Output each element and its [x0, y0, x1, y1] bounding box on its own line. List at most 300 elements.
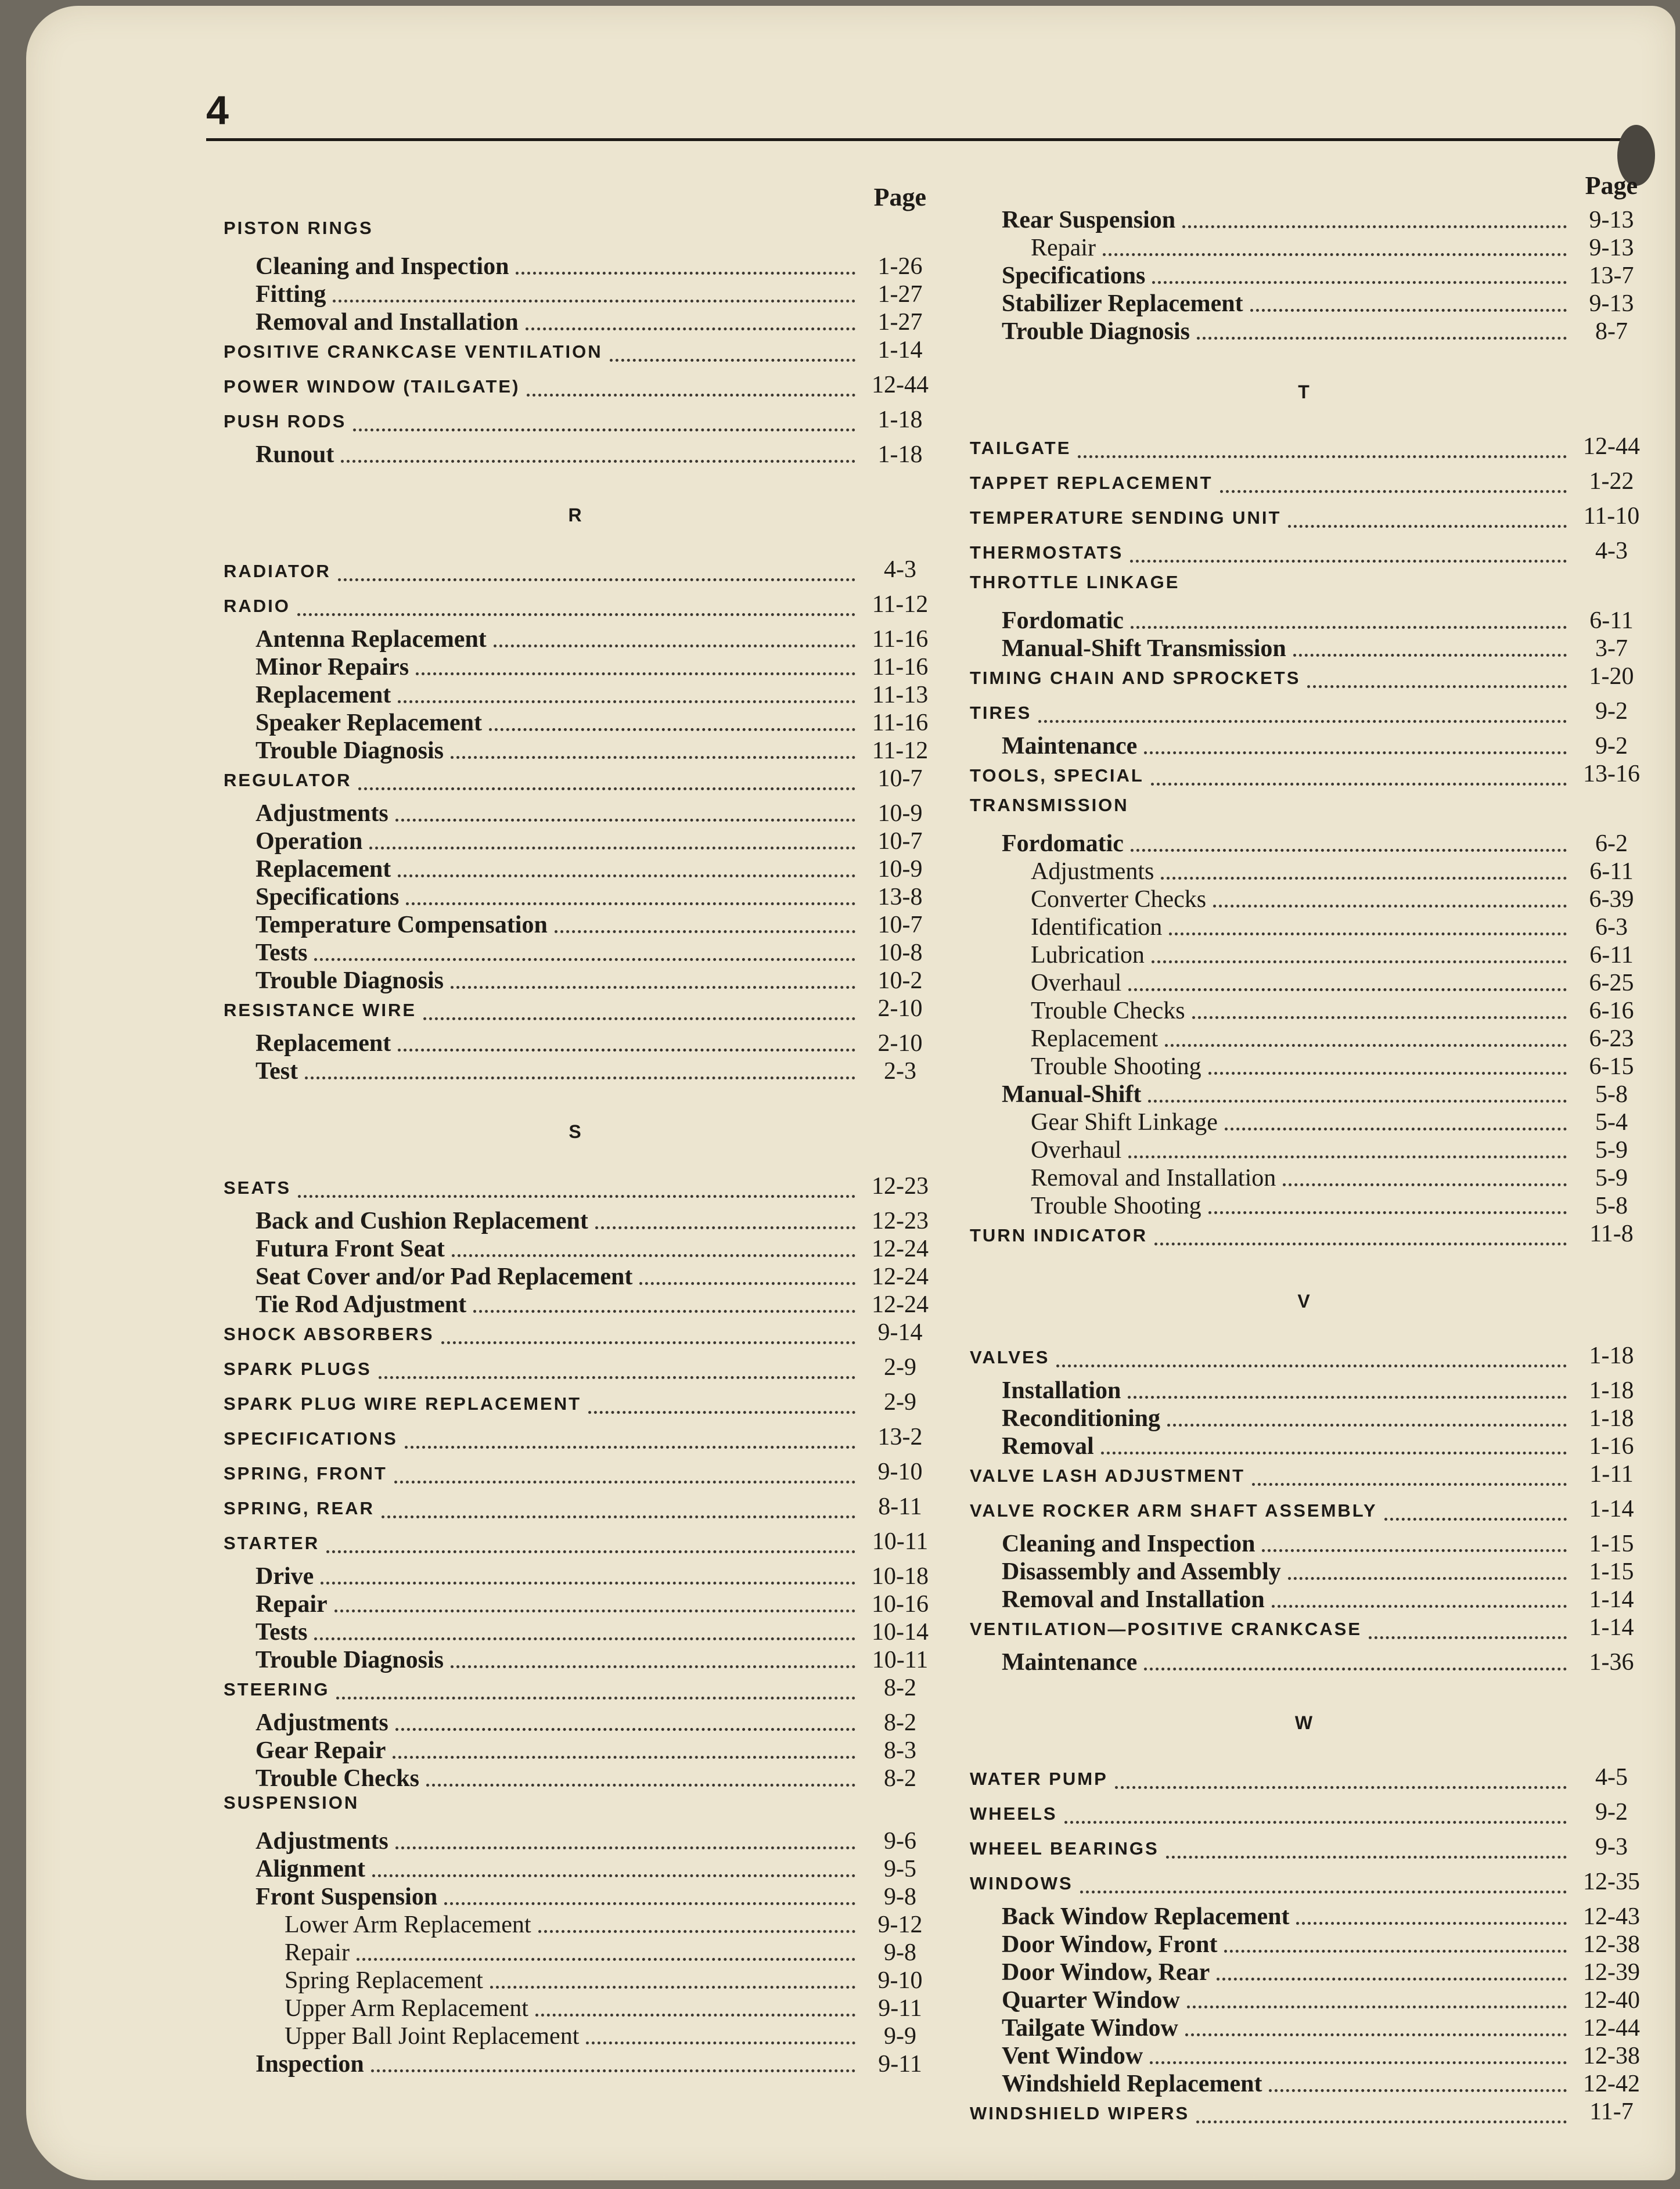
entry-page-ref: 11-16 — [872, 710, 929, 736]
index-subentry — [958, 1432, 1649, 1460]
entry-page-ref: 8-11 — [878, 1493, 922, 1520]
dot-leader — [1288, 1577, 1567, 1580]
entry-label: Trouble Checks — [1031, 998, 1185, 1024]
index-subentry — [958, 1648, 1649, 1676]
entry-page-ref: 10-16 — [872, 1591, 929, 1618]
dot-leader — [1213, 905, 1567, 908]
entry-label: Replacement — [1031, 1025, 1159, 1052]
index-subentry — [958, 1958, 1649, 1986]
entry-page-ref: 6-11 — [1589, 942, 1634, 969]
entry-label: WHEEL BEARINGS — [970, 1838, 1159, 1859]
dot-leader — [371, 2069, 855, 2072]
dot-leader — [314, 958, 855, 961]
entry-label: Upper Arm Replacement — [285, 1995, 528, 2022]
index-heading — [958, 1798, 1649, 1833]
index-subentry — [958, 1931, 1649, 1958]
dot-leader — [1144, 1668, 1567, 1670]
index-subentry — [958, 1081, 1649, 1108]
entry-page-ref: 6-15 — [1589, 1053, 1634, 1080]
entry-page-ref: 10-14 — [872, 1619, 929, 1646]
entry-label: Trouble Diagnosis — [256, 737, 444, 764]
entry-label: VALVE ROCKER ARM SHAFT ASSEMBLY — [970, 1500, 1377, 1521]
entry-page-ref: 8-3 — [884, 1737, 916, 1764]
entry-label: Trouble Shooting — [1031, 1193, 1201, 1219]
entry-label: WINDSHIELD WIPERS — [970, 2103, 1190, 2123]
index-heading — [212, 1792, 938, 1827]
entry-label: WHEELS — [970, 1803, 1057, 1824]
entry-label: Disassembly and Assembly — [1002, 1558, 1281, 1585]
entry-label: Minor Repairs — [256, 654, 409, 681]
entry-page-ref: 6-39 — [1589, 886, 1634, 913]
entry-label: SPARK PLUGS — [224, 1359, 372, 1379]
entry-page-ref: 1-26 — [877, 253, 923, 280]
entry-page-ref: 9-13 — [1589, 290, 1634, 317]
entry-label: PUSH RODS — [224, 411, 347, 431]
entry-page-ref: 1-18 — [877, 406, 923, 433]
entry-label: Spring Replacement — [285, 1967, 483, 1994]
dot-leader — [1293, 654, 1567, 657]
index-subentry — [212, 883, 938, 911]
entry-label: Cleaning and Inspection — [256, 253, 509, 280]
entry-label: STARTER — [224, 1533, 320, 1553]
entry-label: STEERING — [224, 1679, 330, 1700]
index-subentry — [212, 625, 938, 653]
entry-page-ref: 12-24 — [872, 1263, 929, 1290]
index-subentry — [958, 206, 1649, 234]
dot-leader — [1369, 1636, 1567, 1639]
entry-page-ref: 6-2 — [1595, 830, 1628, 857]
entry-label: VALVES — [970, 1347, 1050, 1367]
entry-page-ref: 10-7 — [877, 912, 923, 938]
entry-label: RESISTANCE WIRE — [224, 1000, 417, 1020]
entry-page-ref: 1-36 — [1589, 1649, 1634, 1676]
index-subentry — [212, 1207, 938, 1235]
entry-page-ref: 2-9 — [884, 1389, 916, 1416]
index-subentry — [958, 262, 1649, 290]
entry-label: Fordomatic — [1002, 607, 1124, 634]
entry-label: SPECIFICATIONS — [224, 1428, 398, 1449]
entry-label: Back Window Replacement — [1002, 1903, 1290, 1930]
index-subentry — [958, 1586, 1649, 1614]
entry-page-ref: 10-8 — [877, 939, 923, 966]
entry-label: Trouble Diagnosis — [256, 1647, 444, 1673]
index-subentry — [212, 1291, 938, 1319]
index-subentry — [212, 1994, 938, 2022]
dot-leader — [398, 874, 855, 877]
index-subentry — [958, 1558, 1649, 1586]
dot-leader — [1152, 960, 1567, 963]
dot-leader — [1166, 1856, 1567, 1859]
entry-label: Gear Repair — [256, 1737, 386, 1764]
index-subentry — [212, 800, 938, 827]
entry-page-ref: 12-24 — [872, 1236, 929, 1262]
index-subentry — [958, 1136, 1649, 1164]
dot-leader — [1262, 1549, 1567, 1552]
index-heading — [212, 1388, 938, 1423]
index-subentry — [212, 1827, 938, 1855]
entry-page-ref: 1-14 — [1589, 1586, 1634, 1613]
entry-label: WINDOWS — [970, 1873, 1073, 1893]
entry-page-ref: 6-11 — [1589, 858, 1634, 885]
entry-page-ref: 11-16 — [872, 654, 929, 681]
entry-label: Seat Cover and/or Pad Replacement — [256, 1263, 633, 1290]
index-subentry — [212, 1709, 938, 1737]
index-heading — [958, 537, 1649, 572]
dot-leader — [1038, 720, 1567, 723]
dot-leader — [1165, 1044, 1567, 1047]
entry-page-ref: 12-43 — [1583, 1903, 1640, 1930]
entry-label: Temperature Compensation — [256, 912, 548, 938]
index-heading — [958, 433, 1649, 467]
index-subentry — [212, 1562, 938, 1590]
index-heading — [958, 760, 1649, 795]
entry-page-ref: 11-7 — [1589, 2098, 1634, 2125]
dot-leader — [357, 1958, 855, 1961]
index-heading — [212, 995, 938, 1029]
entry-page-ref: 9-12 — [877, 1911, 923, 1938]
entry-label: Rear Suspension — [1002, 207, 1176, 233]
index-subentry — [212, 1967, 938, 1994]
entry-page-ref: 1-22 — [1589, 468, 1634, 495]
entry-label: Runout — [256, 441, 334, 468]
index-subentry — [212, 1911, 938, 1939]
index-subentry — [212, 308, 938, 336]
index-entries-left — [212, 218, 938, 2078]
dot-leader — [1130, 560, 1567, 563]
entry-label: Adjustments — [256, 1828, 388, 1855]
entry-label: PISTON RINGS — [224, 218, 373, 238]
entry-page-ref: 9-6 — [884, 1828, 916, 1855]
index-subentry — [958, 1025, 1649, 1053]
entry-page-ref: 11-8 — [1589, 1220, 1634, 1247]
entry-page-ref: 5-9 — [1595, 1137, 1628, 1164]
index-heading — [212, 1353, 938, 1388]
entry-page-ref: 10-18 — [872, 1563, 929, 1590]
index-heading — [212, 1319, 938, 1353]
entry-page-ref: 10-11 — [872, 1647, 929, 1673]
entry-label: SUSPENSION — [224, 1792, 359, 1813]
dot-leader — [1128, 1155, 1567, 1158]
entry-label: Removal — [1002, 1433, 1094, 1460]
entry-label: Trouble Shooting — [1031, 1053, 1201, 1080]
index-subentry — [958, 1053, 1649, 1081]
index-subentry — [212, 911, 938, 939]
index-subentry — [958, 2070, 1649, 2098]
entry-page-ref: 12-35 — [1583, 1868, 1640, 1895]
entry-label: Removal and Installation — [256, 309, 519, 336]
entry-label: RADIO — [224, 596, 290, 616]
dot-leader — [1185, 2033, 1567, 2036]
index-heading — [958, 1833, 1649, 1868]
entry-page-ref: 9-2 — [1595, 698, 1628, 725]
dot-leader — [1131, 849, 1567, 852]
index-subentry — [212, 1883, 938, 1911]
dot-leader — [1151, 783, 1567, 786]
entry-page-ref: 9-11 — [878, 1995, 922, 2022]
index-subentry — [212, 939, 938, 967]
dot-leader — [1148, 1100, 1567, 1103]
dot-leader — [1250, 309, 1567, 312]
entry-label: Tailgate Window — [1002, 2015, 1178, 2042]
section-letter: W — [1294, 1712, 1313, 1733]
index-heading — [212, 371, 938, 406]
index-subentry — [212, 967, 938, 995]
index-subentry — [958, 732, 1649, 760]
page-column-header: Page — [873, 183, 926, 211]
index-heading — [212, 1528, 938, 1562]
entry-page-ref: 1-18 — [1589, 1342, 1634, 1369]
dot-leader — [395, 1846, 855, 1849]
entry-label: Speaker Replacement — [256, 710, 482, 736]
entry-page-ref: 9-5 — [884, 1856, 916, 1882]
dot-leader — [1252, 1483, 1567, 1486]
entry-label: Repair — [285, 1939, 350, 1966]
dot-leader — [394, 1481, 855, 1484]
index-heading — [212, 336, 938, 371]
index-subentry — [958, 1405, 1649, 1432]
entry-page-ref: 12-23 — [872, 1173, 929, 1200]
index-heading — [958, 1614, 1649, 1648]
index-heading — [958, 1220, 1649, 1255]
header-rule — [206, 138, 1635, 141]
entry-page-ref: 1-14 — [1589, 1496, 1634, 1522]
dot-leader — [416, 672, 855, 675]
index-subentry — [958, 1530, 1649, 1558]
entry-page-ref: 9-8 — [884, 1884, 916, 1910]
entry-label: Fordomatic — [1002, 830, 1124, 857]
entry-label: Drive — [256, 1563, 314, 1590]
entry-label: Overhaul — [1031, 970, 1122, 996]
index-heading — [212, 218, 938, 253]
entry-page-ref: 11-10 — [1583, 503, 1640, 530]
entry-label: THROTTLE LINKAGE — [970, 572, 1180, 592]
entry-page-ref: 9-14 — [877, 1319, 923, 1346]
index-subentry — [212, 2022, 938, 2050]
entry-label: Tests — [256, 1619, 308, 1646]
entry-label: Upper Ball Joint Replacement — [285, 2023, 580, 2050]
entry-label: Cleaning and Inspection — [1002, 1531, 1255, 1557]
dot-leader — [451, 986, 855, 989]
page-number: 4 — [206, 88, 229, 133]
entry-page-ref: 13-16 — [1583, 761, 1640, 787]
entry-page-ref: 3-7 — [1595, 635, 1628, 662]
entry-label: WATER PUMP — [970, 1769, 1108, 1789]
index-subentry — [212, 1855, 938, 1883]
entry-label: Front Suspension — [256, 1884, 438, 1910]
entry-page-ref: 2-9 — [884, 1354, 916, 1381]
index-column-left — [212, 177, 938, 2078]
entry-page-ref: 4-3 — [1595, 538, 1628, 564]
dot-leader — [1161, 877, 1567, 880]
entry-label: Back and Cushion Replacement — [256, 1208, 588, 1234]
dot-leader — [610, 359, 855, 362]
index-subentry — [212, 1235, 938, 1263]
dot-leader — [1064, 1821, 1567, 1824]
section-letter: T — [1298, 381, 1310, 402]
entry-label: RADIATOR — [224, 561, 331, 581]
index-subentry — [958, 607, 1649, 635]
dot-leader — [1197, 337, 1567, 340]
entry-page-ref: 8-7 — [1595, 318, 1628, 345]
index-subentry — [212, 1737, 938, 1765]
dot-leader — [588, 1411, 855, 1414]
entry-page-ref: 9-11 — [878, 2051, 922, 2078]
entry-label: SPRING, REAR — [224, 1498, 375, 1518]
entry-page-ref: 12-38 — [1583, 1931, 1640, 1958]
entry-page-ref: 1-18 — [1589, 1405, 1634, 1432]
index-subentry — [958, 885, 1649, 913]
entry-page-ref: 12-23 — [872, 1208, 929, 1234]
entry-label: Gear Shift Linkage — [1031, 1109, 1218, 1136]
dot-leader — [1152, 281, 1567, 284]
index-subentry — [958, 318, 1649, 345]
index-subentry — [212, 709, 938, 737]
index-heading — [958, 663, 1649, 697]
entry-label: Manual-Shift Transmission — [1002, 635, 1286, 662]
index-subentry — [212, 855, 938, 883]
dot-leader — [395, 819, 855, 822]
entry-page-ref: 9-3 — [1595, 1834, 1628, 1860]
index-page — [26, 6, 1675, 2180]
entry-label: POWER WINDOW (TAILGATE) — [224, 376, 520, 397]
dot-leader — [1220, 490, 1567, 493]
index-heading — [212, 1458, 938, 1493]
index-subentry — [958, 1192, 1649, 1220]
dot-leader — [538, 1930, 855, 1933]
entry-label: Stabilizer Replacement — [1002, 290, 1243, 317]
entry-page-ref: 1-27 — [877, 309, 923, 336]
dot-leader — [1296, 1922, 1567, 1925]
index-subentry — [212, 827, 938, 855]
dot-leader — [305, 1077, 855, 1079]
index-heading — [958, 1460, 1649, 1495]
index-subentry — [958, 2042, 1649, 2070]
entry-page-ref: 4-5 — [1595, 1764, 1628, 1791]
dot-leader — [405, 1446, 855, 1449]
entry-label: Adjustments — [256, 1709, 388, 1736]
index-subentry — [212, 253, 938, 280]
entry-page-ref: 10-9 — [877, 800, 923, 827]
entry-page-ref: 10-7 — [877, 828, 923, 855]
dot-leader — [333, 300, 855, 303]
index-heading — [958, 1763, 1649, 1798]
dot-leader — [1101, 1452, 1567, 1454]
entry-page-ref: 2-10 — [877, 1030, 923, 1057]
dot-leader — [379, 1376, 855, 1379]
dot-leader — [1115, 1786, 1567, 1789]
entry-page-ref: 9-10 — [877, 1459, 923, 1485]
entry-label: Trouble Checks — [256, 1765, 419, 1792]
dot-leader — [1384, 1518, 1567, 1521]
dot-leader — [1182, 225, 1567, 228]
entry-label: TURN INDICATOR — [970, 1225, 1148, 1245]
entry-label: TEMPERATURE SENDING UNIT — [970, 507, 1282, 528]
index-subentry — [958, 1377, 1649, 1405]
dot-leader — [489, 728, 855, 731]
entry-page-ref: 10-9 — [877, 856, 923, 883]
index-subentry — [212, 1646, 938, 1674]
dot-leader — [1131, 626, 1567, 629]
index-heading — [958, 2098, 1649, 2133]
entry-label: Maintenance — [1002, 733, 1138, 759]
entry-label: Overhaul — [1031, 1137, 1122, 1164]
entry-page-ref: 1-14 — [877, 337, 923, 363]
entry-page-ref: 12-40 — [1583, 1987, 1640, 2014]
dot-leader — [372, 1874, 855, 1877]
section-letter: S — [569, 1121, 581, 1142]
dot-leader — [526, 327, 855, 330]
dot-leader — [334, 1610, 855, 1612]
entry-label: Tests — [256, 939, 308, 966]
index-subentry — [958, 858, 1649, 885]
entry-page-ref: 12-39 — [1583, 1959, 1640, 1986]
entry-page-ref: 12-44 — [1583, 2015, 1640, 2042]
dot-leader — [1187, 2006, 1567, 2008]
entry-label: Repair — [1031, 235, 1096, 261]
entry-label: Antenna Replacement — [256, 626, 487, 653]
dot-leader — [395, 1728, 855, 1731]
dot-leader — [490, 1986, 855, 1989]
section-letter: R — [568, 505, 582, 525]
entry-page-ref: 10-7 — [877, 765, 923, 792]
index-subentry — [212, 1590, 938, 1618]
dot-leader — [452, 1254, 855, 1257]
entry-page-ref: 9-9 — [884, 2023, 916, 2050]
entry-label: Test — [256, 1058, 298, 1085]
entry-page-ref: 1-15 — [1589, 1558, 1634, 1585]
dot-leader — [1208, 1211, 1567, 1214]
dot-leader — [398, 700, 855, 703]
index-subentry — [958, 997, 1649, 1025]
dot-leader — [426, 1784, 855, 1787]
entry-page-ref: 1-18 — [1589, 1377, 1634, 1404]
dot-leader — [1167, 1424, 1567, 1427]
dot-leader — [1169, 933, 1567, 935]
entry-page-ref: 6-16 — [1589, 998, 1634, 1024]
entry-label: Maintenance — [1002, 1649, 1138, 1676]
dot-leader — [1224, 1950, 1567, 1953]
entry-page-ref: 6-23 — [1589, 1025, 1634, 1052]
entry-label: VALVE LASH ADJUSTMENT — [970, 1466, 1246, 1486]
index-subentry — [212, 737, 938, 765]
index-subentry — [212, 653, 938, 681]
dot-leader — [1272, 1605, 1567, 1608]
index-subentry — [958, 1164, 1649, 1192]
index-entries-right — [958, 206, 1649, 2133]
index-heading — [958, 1495, 1649, 1530]
dot-leader — [1144, 751, 1567, 754]
dot-leader — [527, 394, 855, 397]
entry-page-ref: 1-18 — [877, 441, 923, 468]
index-heading — [212, 1493, 938, 1528]
entry-label: Converter Checks — [1031, 886, 1207, 913]
entry-label: Removal and Installation — [1002, 1586, 1265, 1613]
entry-page-ref: 10-2 — [877, 967, 923, 994]
entry-page-ref: 8-2 — [884, 1765, 916, 1792]
index-heading — [212, 765, 938, 800]
entry-label: Reconditioning — [1002, 1405, 1161, 1432]
index-subentry — [212, 1057, 938, 1085]
entry-page-ref: 1-14 — [1589, 1614, 1634, 1641]
dot-leader — [1307, 685, 1567, 688]
entry-page-ref: 5-4 — [1595, 1109, 1628, 1136]
dot-leader — [586, 2042, 855, 2044]
index-subentry — [212, 1029, 938, 1057]
index-heading — [212, 406, 938, 441]
dot-leader — [1080, 1891, 1567, 1893]
entry-page-ref: 9-2 — [1595, 733, 1628, 759]
index-subentry — [212, 1939, 938, 1967]
